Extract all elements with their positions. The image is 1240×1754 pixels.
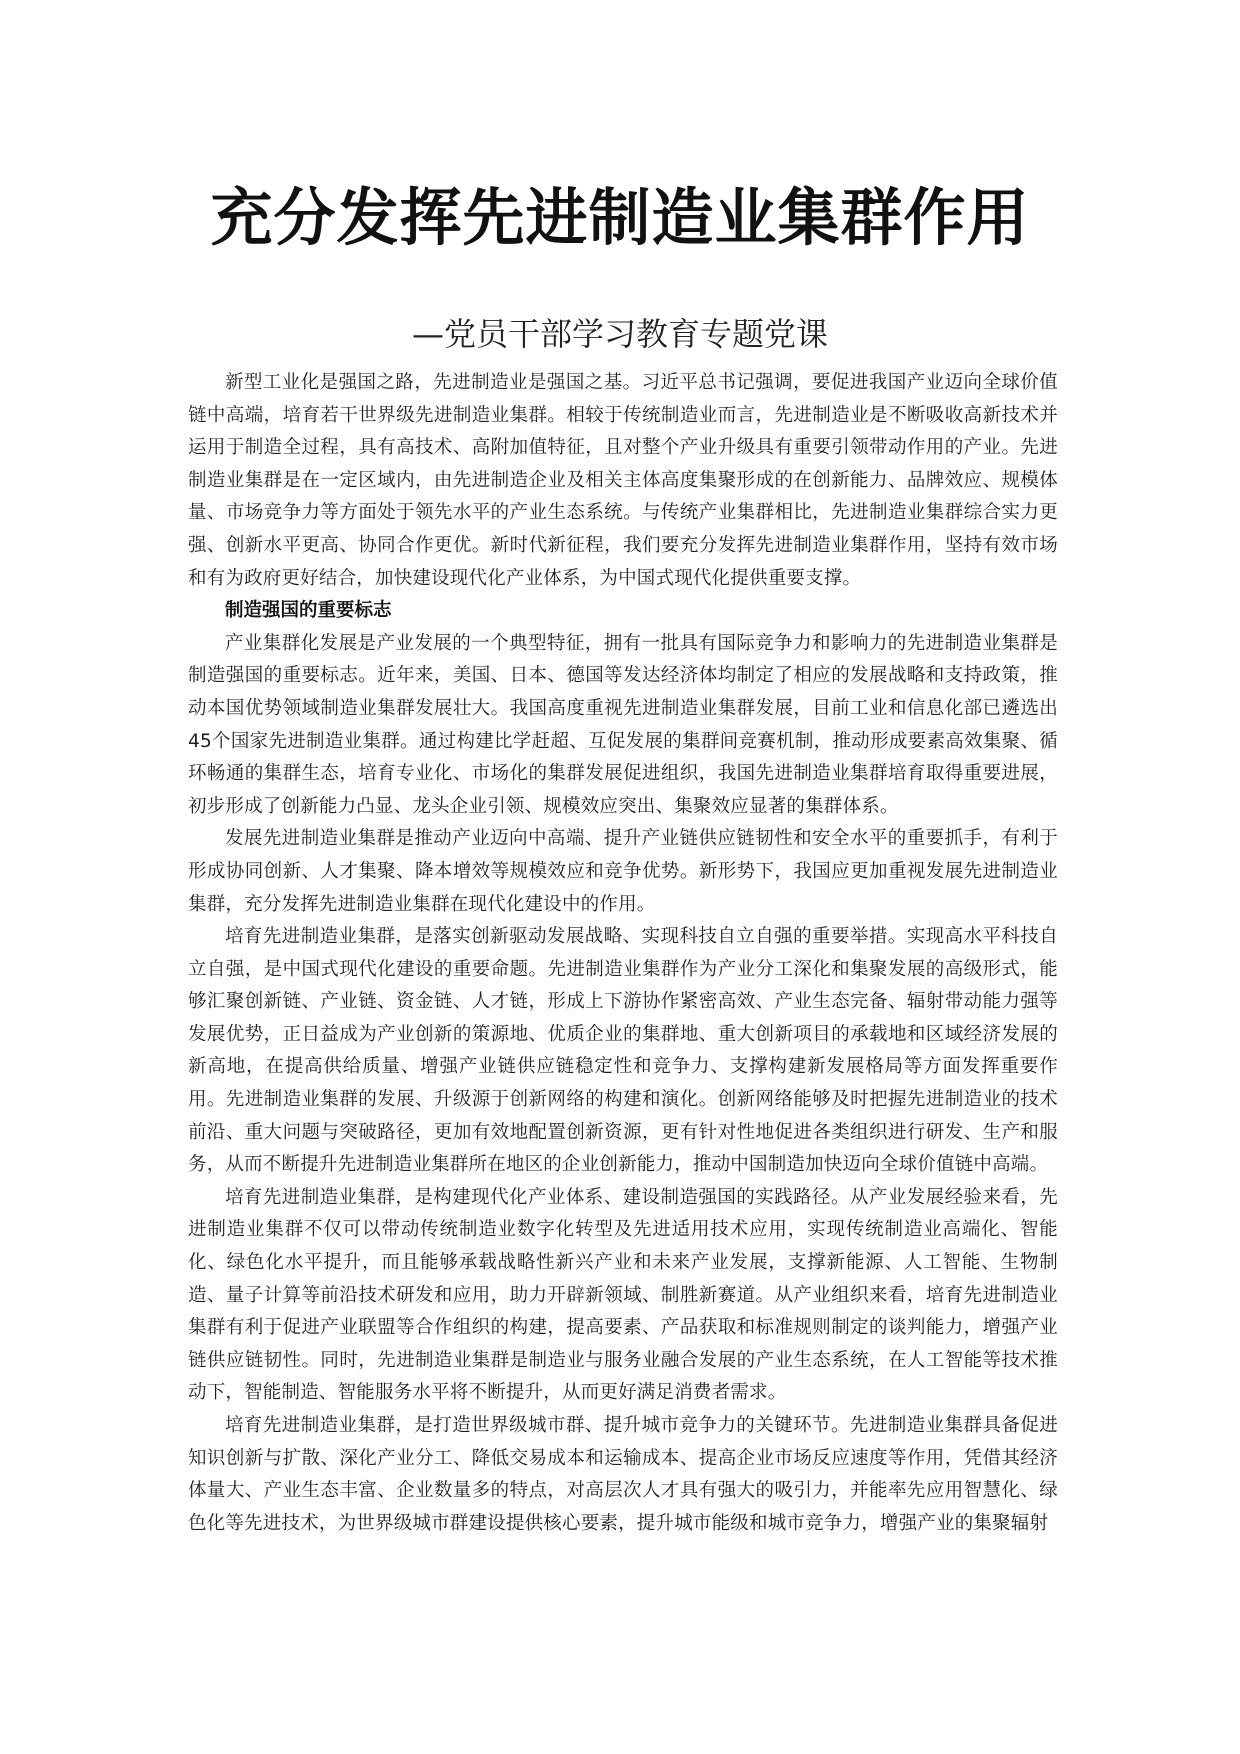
paragraph: 培育先进制造业集群，是构建现代化产业体系、建设制造强国的实践路径。从产业发展经验来看，先进制造业集群不仅可以带动传统制造业数字化转型及先进适用技术应用，实现传统制造业高端化、智能化、绿色化水平提升，而且能够承载战略性新兴产业和未来产业发展，支撑新能源、人工智能、生物制造、量子计算等前沿技术研发和应用，助力开辟新领域、制胜新赛道。从产业组织来看，培育先进制造业集群有利于促进产业联盟等合作组织的构建，提高要素、产品获取和标准规则制定的谈判能力，增强产业链供应链韧性。同时，先进制造业集群是制造业与服务业融合发展的产业生态系统，在人工智能等技术推动下，智能制造、智能服务水平将不断提升，从而更好满足消费者需求。: [188, 1186, 1058, 1404]
paragraph: 发展先进制造业集群是推动产业迈向中高端、提升产业链供应链韧性和安全水平的重要抓手，有利于形成协同创新、人才集聚、降本增效等规模效应和竞争优势。新形势下，我国应更加重视发展先进制造业集群，充分发挥先进制造业集群在现代化建设中的作用。: [188, 828, 1058, 915]
paragraph-intro: 新型工业化是强国之路，先进制造业是强国之基。习近平总书记强调，要促进我国产业迈向全球价值链中高端，培育若干世界级先进制造业集群。相较于传统制造业而言，先进制造业是不断吸收高新技术并运用于制造全过程，具有高技术、高附加值特征，且对整个产业升级具有重要引领带动作用的产业。先进制造业集群是在一定区域内，由先进制造企业及相关主体高度集聚形成的在创新能力、品牌效应、规模体量、市场竞争力等方面处于领先水平的产业生态系统。与传统产业集群相比，先进制造业集群综合实力更强、创新水平更高、协同合作更优。新时代新征程，我们要充分发挥先进制造业集群作用，坚持有效市场和有为政府更好结合，加快建设现代化产业体系，为中国式现代化提供重要支撑。: [188, 372, 1058, 589]
document-subtitle: —党员干部学习教育专题党课: [411, 315, 828, 353]
paragraph: 产业集群化发展是产业发展的一个典型特征，拥有一批具有国际竞争力和影响力的先进制造业集群是制造强国的重要标志。近年来，美国、日本、德国等发达经济体均制定了相应的发展战略和支持政策，推动本国优势领域制造业集群发展壮大。我国高度重视先进制造业集群发展，目前工业和信息化部已遴选出45个国家先进制造业集群。通过构建比学赶超、互促发展的集群间竞赛机制，推动形成要素高效集聚、循环畅通的集群生态，培育专业化、市场化的集群发展促进组织，我国先进制造业集群培育取得重要进展，初步形成了创新能力凸显、龙头企业引领、规模效应突出、集聚效应显著的集群体系。: [188, 632, 1058, 817]
section-heading: 制造强国的重要标志: [225, 600, 392, 622]
paragraph: 培育先进制造业集群，是打造世界级城市群、提升城市竞争力的关键环节。先进制造业集群具备促进知识创新与扩散、深化产业分工、降低交易成本和运输成本、提高企业市场反应速度等作用，凭借其经济体量大、产业生态丰富、企业数量多的特点，对高层次人才具有强大的吸引力，并能率先应用智慧化、绿色化等先进技术，为世界级城市群建设提供核心要素，提升城市能级和城市竞争力，增强产业的集聚辐射: [188, 1415, 1058, 1534]
document-body: [188, 367, 1058, 1540]
document-title: 充分发挥先进制造业集群作用: [210, 181, 1030, 254]
paragraph: 培育先进制造业集群，是落实创新驱动发展战略、实现科技自立自强的重要举措。实现高水平科技自立自强，是中国式现代化建设的重要命题。先进制造业集群作为产业分工深化和集聚发展的高级形式，能够汇聚创新链、产业链、资金链、人才链，形成上下游协作紧密高效、产业生态完备、辐射带动能力强等发展优势，正日益成为产业创新的策源地、优质企业的集群地、重大创新项目的承载地和区域经济发展的新高地，在提高供给质量、增强产业链供应链稳定性和竞争力、支撑构建新发展格局等方面发挥重要作用。先进制造业集群的发展、升级源于创新网络的构建和演化。创新网络能够及时把握先进制造业的技术前沿、重大问题与突破路径，更加有效地配置创新资源，更有针对性地促进各类组织进行研发、生产和服务，从而不断提升先进制造业集群所在地区的企业创新能力，推动中国制造加快迈向全球价值链中高端。: [188, 926, 1058, 1176]
